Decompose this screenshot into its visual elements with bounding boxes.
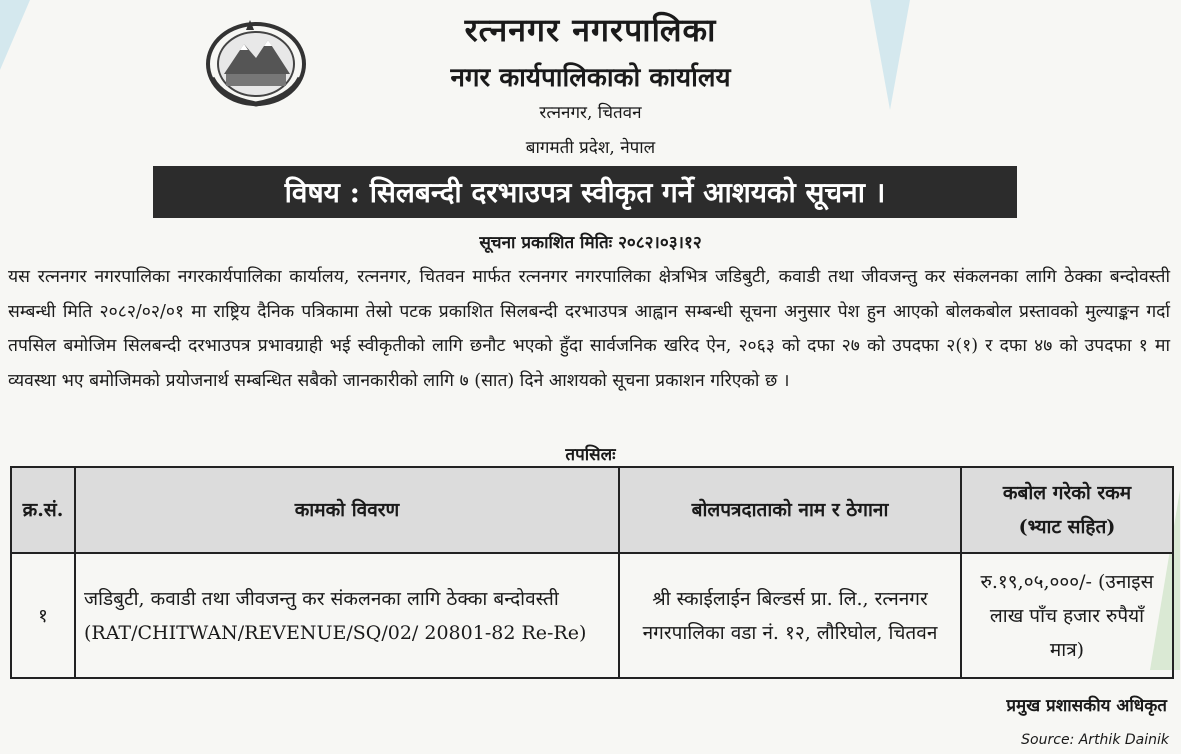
- office-address-province: बागमती प्रदेश, नेपाल: [525, 138, 656, 158]
- publish-date: सूचना प्रकाशित मितिः २०८२।०३।१२: [479, 233, 702, 253]
- cell-amount: रु.१९,०५,०००/- (उनाइस लाख पाँच हजार रुपैयाँ मात्र): [961, 553, 1173, 678]
- source-credit: Source: Arthik Dainik: [1021, 732, 1169, 748]
- award-table: [10, 466, 1174, 679]
- signature-title: प्रमुख प्रशासकीय अधिकृत: [1006, 696, 1167, 716]
- header-description: कामको विवरण: [75, 467, 619, 553]
- table-header-row: [11, 467, 1173, 553]
- table-row: [11, 553, 1173, 678]
- office-address-city: रत्ननगर, चितवन: [539, 103, 642, 123]
- municipality-name: रत्ननगर नगरपालिका: [464, 11, 717, 49]
- cell-description: जडिबुटी, कवाडी तथा जीवजन्तु कर संकलनका लागि ठेक्का बन्दोवस्ती (RAT/CHITWAN/REVENUE/SQ/02/ 20801-82 Re-Re): [75, 553, 619, 678]
- cell-serial: १: [11, 553, 75, 678]
- header-amount: कबोल गरेको रकम (भ्याट सहित): [961, 467, 1173, 553]
- notice-subject: विषय : सिलबन्दी दरभाउपत्र स्वीकृत गर्ने आशयको सूचना ।: [153, 166, 1017, 218]
- office-name: नगर कार्यपालिकाको कार्यालय: [450, 63, 731, 93]
- header-serial: क्र.सं.: [11, 467, 75, 553]
- details-label: तपसिलः: [565, 445, 616, 465]
- notice-body: यस रत्ननगर नगरपालिका नगरकार्यपालिका कार्यालय, रत्ननगर, चितवन मार्फत रत्ननगर नगरपालिका क्षेत्रभित्र जडिबुटी, कवाडी तथा जीवजन्तु कर संकलनका लागि ठेक्का बन्दोवस्ती सम्बन्धी मिति २०८२/०२/०१ मा राष्ट्रिय दैनिक पत्रिकामा तेस्रो पटक प्रकाशित सिलबन्दी दरभाउपत्र आह्वान सम्बन्धी सूचना अनुसार पेश हुन आएको बोलकबोल प्रस्तावको मुल्याङ्कन गर्दा तपसिल बमोजिम सिलबन्दी दरभाउपत्र प्रभावग्राही भई स्वीकृतीको लागि छनौट भएको हुँदा सार्वजनिक खरिद ऐन, २०६३ को दफा २७ को उपदफा २(१) र दफा ४७ को उपदफा १ मा व्यवस्था भए बमोजिमको प्रयोजनार्थ सम्बन्धित सबैको जानकारीको लागि ७ (सात) दिने आशयको सूचना प्रकाशन गरिएको छ ।: [8, 267, 1170, 391]
- cell-bidder: श्री स्काईलाईन बिल्डर्स प्रा. लि., रत्ननगर नगरपालिका वडा नं. १२, लौरिघोल, चितवन: [619, 553, 961, 678]
- header-bidder: बोलपत्रदाताको नाम र ठेगाना: [619, 467, 961, 553]
